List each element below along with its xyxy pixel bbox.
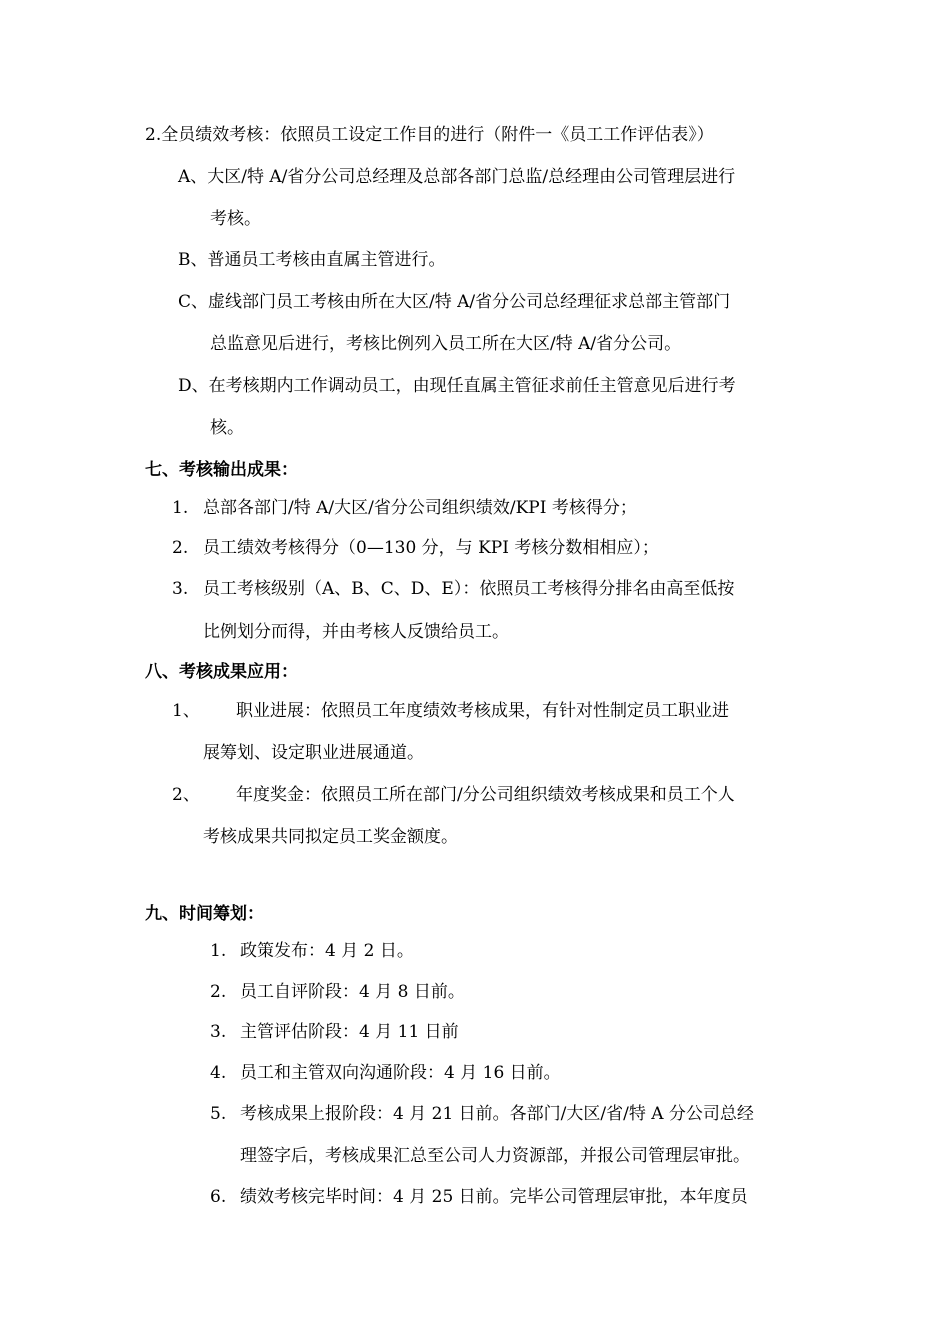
- list-item-text-continued: 理签字后，考核成果汇总至公司人力资源部，并报公司管理层审批。: [240, 1146, 750, 1166]
- item-d-line1: D、在考核期内工作调动员工，由现任直属主管征求前任主管意见后进行考: [178, 376, 736, 396]
- list-item-text: 绩效考核完毕时间：4 月 25 日前。完毕公司管理层审批，本年度员: [240, 1187, 748, 1207]
- item-a-line2: 考核。: [210, 209, 261, 229]
- list-number: 4.: [210, 1063, 227, 1083]
- list-item-text: 员工自评阶段：4 月 8 日前。: [240, 982, 465, 1002]
- list-number: 6.: [210, 1187, 227, 1207]
- list-item-text: 总部各部门/特 A/大区/省分公司组织绩效/KPI 考核得分；: [203, 498, 637, 518]
- list-item-text-continued: 考核成果共同拟定员工奖金额度。: [203, 827, 458, 847]
- list-number: 1.: [172, 498, 189, 518]
- list-item-text: 职业进展：依照员工年度绩效考核成果，有针对性制定员工职业进: [236, 701, 729, 721]
- list-item-text: 主管评估阶段：4 月 11 日前: [240, 1022, 459, 1042]
- list-number: 2、: [172, 785, 200, 805]
- item-c-line1: C、虚线部门员工考核由所在大区/特 A/省分公司总经理征求总部主管部门: [178, 292, 731, 312]
- list-item-text: 员工考核级别（A、B、C、D、E）：依照员工考核得分排名由高至低按: [203, 579, 735, 599]
- item-c-line2: 总监意见后进行，考核比例列入员工所在大区/特 A/省分公司。: [210, 334, 682, 354]
- list-item-text: 员工和主管双向沟通阶段：4 月 16 日前。: [240, 1063, 561, 1083]
- item-b: B、普通员工考核由直属主管进行。: [178, 250, 446, 270]
- list-item-text-continued: 展筹划、设定职业进展通道。: [203, 743, 424, 763]
- list-number: 3.: [172, 579, 189, 599]
- list-item-text: 年度奖金：依照员工所在部门/分公司组织绩效考核成果和员工个人: [236, 785, 735, 805]
- item-d-line2: 核。: [210, 418, 244, 438]
- item-a-line1: A、大区/特 A/省分公司总经理及总部各部门总监/总经理由公司管理层进行: [178, 167, 736, 187]
- list-number: 3.: [210, 1022, 227, 1042]
- section-heading-outputs: 七、考核输出成果：: [145, 460, 298, 480]
- list-number: 5.: [210, 1104, 227, 1124]
- paragraph-staff-appraisal: 2.全员绩效考核：依照员工设定工作目的进行（附件一《员工工作评估表》）: [145, 125, 714, 145]
- list-number: 2.: [172, 538, 189, 558]
- section-heading-application: 八、考核成果应用：: [145, 662, 298, 682]
- list-number: 1.: [210, 941, 227, 961]
- list-item-text: 考核成果上报阶段：4 月 21 日前。各部门/大区/省/特 A 分公司总经: [240, 1104, 754, 1124]
- list-item-text: 政策发布：4 月 2 日。: [240, 941, 414, 961]
- list-item-text-continued: 比例划分而得，并由考核人反馈给员工。: [203, 622, 509, 642]
- list-number: 1、: [172, 701, 200, 721]
- list-number: 2.: [210, 982, 227, 1002]
- list-item-text: 员工绩效考核得分（0—130 分，与 KPI 考核分数相相应）；: [203, 538, 659, 558]
- section-heading-schedule: 九、时间筹划：: [145, 904, 264, 924]
